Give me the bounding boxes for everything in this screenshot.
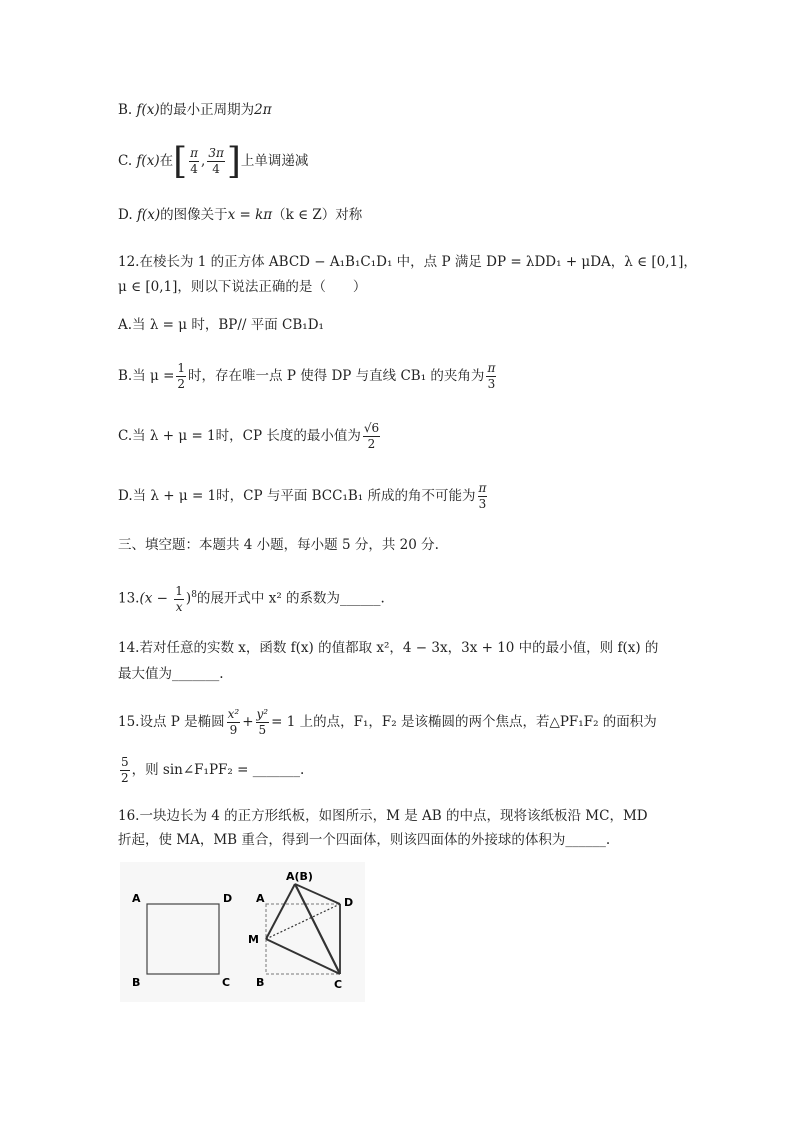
math-expr: +: [242, 714, 254, 730]
q12-option-a: A.当 λ = μ 时，BP// 平面 CB₁D₁: [118, 317, 324, 333]
fraction: [256, 707, 270, 738]
label-left-d: D: [223, 892, 233, 905]
label-apex-ab: A(B): [286, 870, 313, 883]
label-left-a: A: [132, 892, 141, 905]
option-label: B.: [118, 102, 137, 118]
right-bracket: ]: [226, 140, 241, 182]
numerator: π: [478, 481, 487, 495]
math-expr: (x −: [139, 590, 173, 607]
numerator: π: [487, 361, 496, 375]
q12-stem-line2: μ ∈ [0,1]，则以下说法正确的是（ ）: [118, 279, 367, 295]
option-text: D.当 λ + μ = 1时，CP 与平面 BCC₁B₁ 所成的角不可能为: [118, 488, 476, 504]
option-text: 的最小正周期为: [159, 102, 255, 118]
fraction: [120, 755, 130, 786]
q12-option-c: [118, 418, 382, 454]
question-text: 15.设点 P 是椭圆: [118, 714, 225, 730]
denominator: 5: [258, 723, 267, 737]
question-text: 的展开式中 x² 的系数为______.: [196, 590, 385, 607]
fraction: [227, 707, 241, 738]
math-expr: f(x): [136, 153, 160, 169]
denominator: 3: [478, 497, 487, 511]
option-text: 时，存在唯一点 P 使得 DP 与直线 CB₁ 的夹角为: [188, 368, 485, 384]
numerator: 1: [177, 361, 186, 375]
numerator: 5: [121, 755, 129, 769]
math-expr: （k ∈ Z）: [272, 207, 336, 223]
numerator: 1: [175, 583, 183, 598]
label-left-c: C: [222, 976, 231, 989]
fraction: [363, 421, 380, 452]
option-label: C.: [118, 153, 137, 169]
label-right-b: B: [256, 976, 265, 989]
math-expr: ): [185, 590, 192, 607]
fraction: [207, 146, 225, 177]
option-b-prev: [118, 100, 272, 120]
fraction: [176, 361, 186, 392]
math-expr: f(x): [136, 207, 161, 223]
q14-line1: 14.若对任意的实数 x，函数 f(x) 的值都取 x²，4 − 3x，3x + 10 中的最小值，则 f(x) 的: [118, 640, 659, 656]
question-number: 13.: [118, 590, 140, 607]
math-expr: f(x): [136, 102, 160, 118]
exponent: 8: [191, 590, 197, 600]
option-text: 在: [159, 153, 174, 169]
denominator: 4: [190, 162, 198, 176]
fraction: [189, 146, 199, 177]
q12-option-b: [118, 358, 498, 394]
option-text: 的图像关于: [160, 207, 228, 223]
numerator: x²: [227, 707, 240, 721]
option-d-prev: [118, 205, 362, 225]
math-expr: x = kπ: [227, 207, 273, 223]
label-right-d: D: [344, 896, 354, 909]
option-c-prev: C. f(x)在[ $\frac{\pi}{4}$ , $\frac{3\pi}{4}$ ]上单调递减: [118, 140, 309, 182]
option-text: C.当 λ + μ = 1时，CP 长度的最小值为: [118, 428, 361, 444]
folding-figure: [120, 862, 365, 1002]
math-expr: 2π: [254, 102, 272, 118]
section-heading: 三、填空题：本题共 4 小题，每小题 5 分，共 20 分.: [118, 537, 439, 553]
label-right-a: A: [256, 892, 265, 905]
question-text: ，则 sin∠F₁PF₂ = _______.: [131, 762, 305, 778]
denominator: 3: [487, 377, 496, 391]
numerator: 3π: [208, 146, 224, 160]
denominator: 9: [229, 723, 238, 737]
figure-svg: [120, 862, 365, 1002]
question-text: = 1 上的点，F₁，F₂ 是该椭圆的两个焦点，若△PF₁F₂ 的面积为: [271, 714, 657, 730]
q15-line2: [118, 752, 304, 788]
option-text: 上单调递减: [240, 153, 309, 169]
numerator: π: [190, 146, 199, 160]
fraction: [486, 361, 496, 392]
option-label: D.: [118, 207, 137, 223]
left-bracket: [: [173, 140, 188, 182]
q13: [118, 575, 385, 619]
denominator: 2: [121, 771, 129, 785]
q16-line1: 16.一块边长为 4 的正方形纸板，如图所示，M 是 AB 的中点，现将该纸板沿 MC，MD: [118, 808, 648, 824]
q14-line2: 最大值为_______.: [118, 666, 224, 682]
label-right-c: C: [334, 978, 343, 991]
numerator: y²: [256, 707, 269, 721]
q15-line1: [118, 704, 657, 740]
denominator: 2: [177, 377, 186, 391]
denominator: x: [175, 599, 183, 614]
figure-background: [120, 862, 365, 1002]
denominator: 2: [367, 437, 376, 451]
label-right-m: M: [248, 933, 259, 946]
q16-line2: 折起，使 MA，MB 重合，得到一个四面体，则该四面体的外接球的体积为______.: [118, 832, 611, 848]
option-text: 对称: [335, 207, 363, 223]
label-left-b: B: [132, 976, 141, 989]
denominator: 4: [212, 162, 220, 176]
q12-stem-line1: 12.在棱长为 1 的正方体 ABCD − A₁B₁C₁D₁ 中，点 P 满足 DP = λDD₁ + μDA，λ ∈ [0,1]，: [118, 254, 697, 270]
option-text: B.当 μ =: [118, 368, 175, 384]
numerator: √6: [363, 421, 380, 435]
fraction: [478, 481, 488, 512]
fraction: [174, 584, 184, 615]
q12-option-d: [118, 478, 489, 514]
